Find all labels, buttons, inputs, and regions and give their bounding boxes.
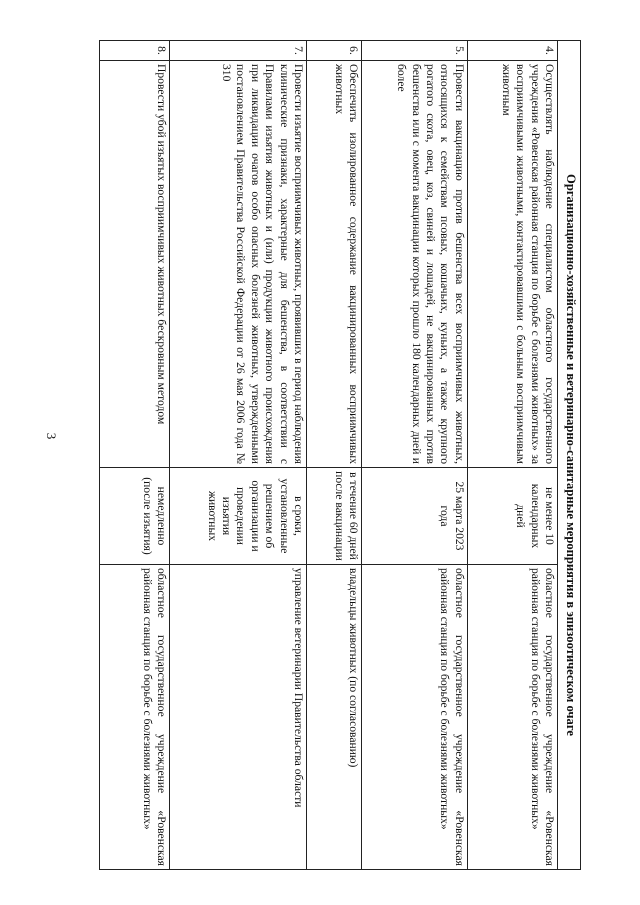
deadline-text: 25 марта 2023 года bbox=[361, 468, 467, 565]
table-row bbox=[100, 41, 170, 870]
section-header: Организационно-хозяйственные и ветеринарно-санитарные мероприятия в эпизоотическом очаге bbox=[557, 41, 580, 870]
measure-text: Осуществлять наблюдение специалистом областного государственного учреждения «Ровенская районная станция по борьбе с болезнями животных» за восприимчивыми животными, контактировавшими с больным восприимчивым животным bbox=[467, 61, 557, 468]
row-number: 7. bbox=[170, 41, 306, 61]
document-page bbox=[99, 40, 581, 869]
measure-text: Провести изъятие восприимчивых животных, проявивших в период наблюдения клинические признаки, характерные для бешенства, в соответствии с Правилами изъятия животных и (или) продукции животного происхождения при ликвидации очагов особо опасных болезней животных, утвержденными постановлением Правительства Российской Федерации от 26 мая 2006 года № 310 bbox=[170, 61, 306, 468]
row-number: 6. bbox=[306, 41, 361, 61]
measure-text: Обеспечить изолированное содержание вакцинированных восприимчивых животных bbox=[306, 61, 361, 468]
table-row bbox=[467, 41, 557, 870]
page-number: 3 bbox=[44, 432, 59, 440]
table-row bbox=[170, 41, 306, 870]
row-number: 5. bbox=[361, 41, 467, 61]
measure-text: Провести убой изъятых восприимчивых животных бескровным методом bbox=[100, 61, 170, 468]
table-row bbox=[306, 41, 361, 870]
row-number: 8. bbox=[100, 41, 170, 61]
table-row bbox=[361, 41, 467, 870]
responsible-text: областное государственное учреждение «Ровенская районная станция по борьбе с болезнями животных» bbox=[100, 565, 170, 870]
deadline-text: немедленно (после изъятия) bbox=[100, 468, 170, 565]
responsible-text: областное государственное учреждение «Ровенская районная станция по борьбе с болезнями животных» bbox=[467, 565, 557, 870]
row-number: 4. bbox=[467, 41, 557, 61]
measure-text: Провести вакцинацию против бешенства всех восприимчивых животных, относящихся к семействам псовых, кошачьих, куньих, а также крупного рогатого скота, овец, коз, свиней и лошадей, не вакцинированных против бешенства или с момента вакцинации которых прошло 180 календарных дней и более bbox=[361, 61, 467, 468]
responsible-text: областное государственное учреждение «Ровенская районная станция по борьбе с болезнями животных» bbox=[361, 565, 467, 870]
deadline-text: не менее 10 календарных дней bbox=[467, 468, 557, 565]
deadline-text: в сроки, установленные решением об организации и проведении изъятия животных bbox=[170, 468, 306, 565]
deadline-text: в течение 60 дней после вакцинации bbox=[306, 468, 361, 565]
responsible-text: управление ветеринарии Правительства области bbox=[170, 565, 306, 870]
measures-table bbox=[99, 40, 581, 870]
responsible-text: владельцы животных (по согласованию) bbox=[306, 565, 361, 870]
